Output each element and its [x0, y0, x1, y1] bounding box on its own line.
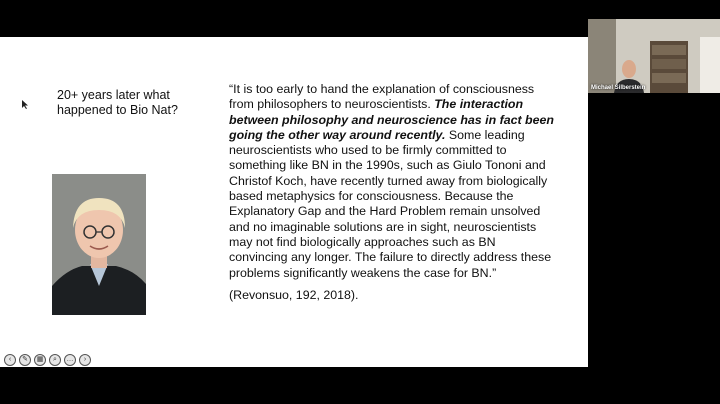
- participant-name: Michael Silberstein: [591, 85, 646, 91]
- quote-text: [229, 82, 554, 281]
- citation: (Revonsuo, 192, 2018).: [229, 287, 359, 302]
- portrait-illustration: [52, 174, 146, 315]
- quote-part-1: “It is too early to hand the explanation of consciousness from philosophers to neuroscientists.: [229, 82, 535, 112]
- more-icon[interactable]: …: [64, 354, 76, 366]
- portrait-photo: [52, 174, 146, 315]
- webcam-feed: [588, 19, 720, 93]
- slideshow-controls: [4, 354, 91, 366]
- mouse-cursor-icon: [22, 100, 28, 109]
- presentation-slide: [0, 37, 588, 367]
- quote-emphasis: The interaction between philosophy and neuroscience has in fact been going the other way around recently.: [229, 97, 554, 142]
- quote-block: [229, 82, 554, 303]
- webcam-scene: [588, 19, 720, 93]
- search-icon[interactable]: ⌕: [49, 354, 61, 366]
- quote-part-2: Some leading neuroscientists who used to be firmly committed to something like BN in the 1990s, such as Giulo Tononi and Christof Koch, have recently turned away from biologically based metaphysics for consciousness. Because the Explanatory Gap and the Hard Problem remain unsolved and no imaginable solutions are in sight, neuroscientists may not find biologically approaches such as BN convincing any longer. The failure to directly address these problems significantly weakens the case for BN.”: [229, 127, 552, 280]
- slides-icon[interactable]: ▦: [34, 354, 46, 366]
- next-icon[interactable]: ›: [79, 354, 91, 366]
- pen-icon[interactable]: ✎: [19, 354, 31, 366]
- previous-icon[interactable]: ‹: [4, 354, 16, 366]
- slide-left-heading: 20+ years later what happened to Bio Nat?: [57, 88, 178, 117]
